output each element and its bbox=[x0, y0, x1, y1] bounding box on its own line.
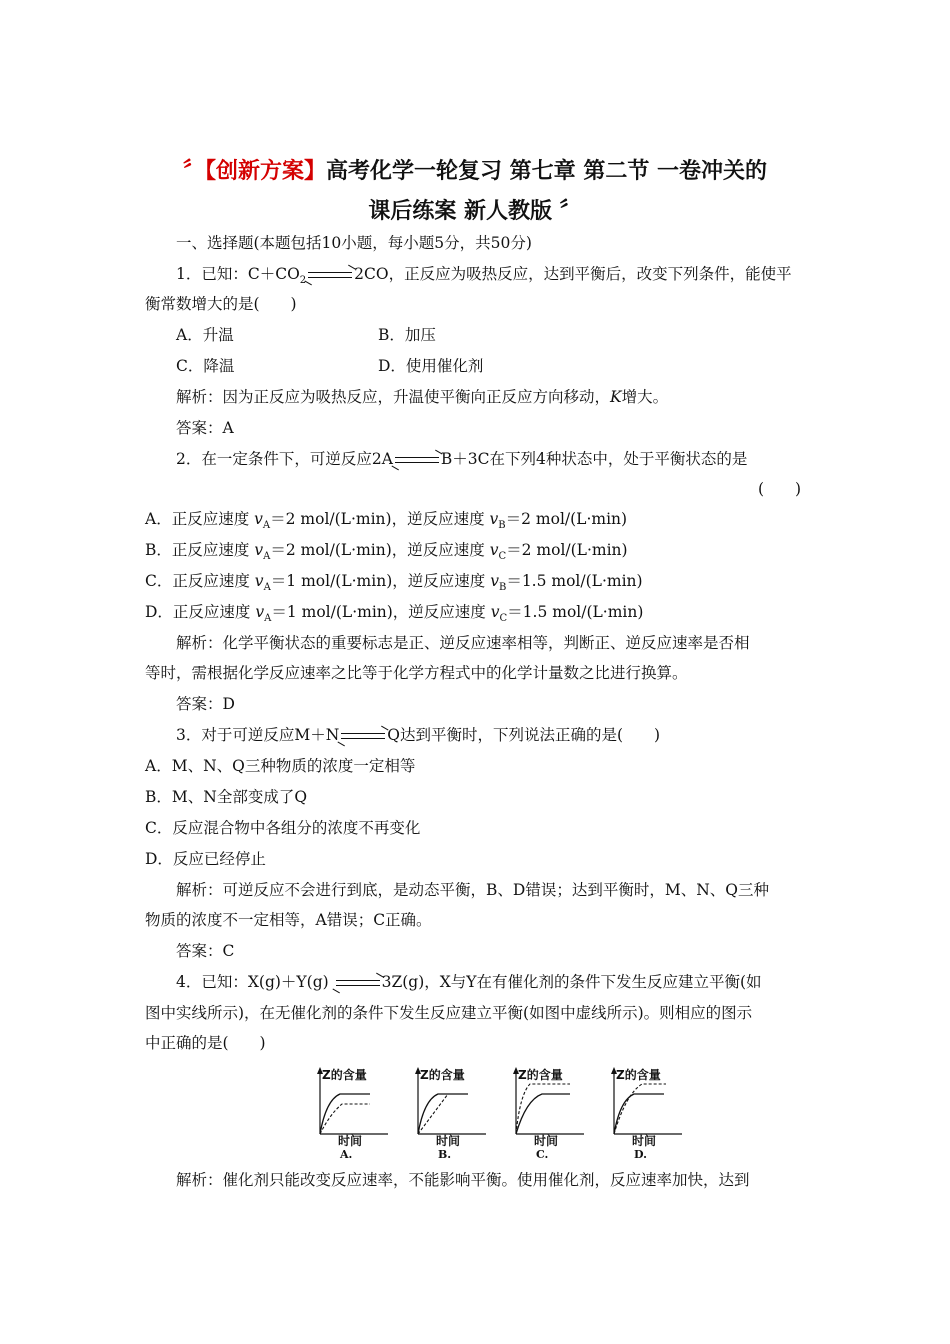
q4-stem-part-b: 3Z(g)，X与Y在有催化剂的条件下发生反应建立平衡(如 bbox=[381, 973, 762, 991]
q3-option-d: D．反应已经停止 bbox=[145, 850, 266, 868]
q4-figure-b-option: B. bbox=[438, 1148, 452, 1161]
opt-pre: A．正反应速度 bbox=[145, 510, 255, 528]
q4-figure-a-option: A. bbox=[340, 1148, 353, 1161]
section-heading: 一、选择题(本题包括10小题，每小题5分，共50分) bbox=[176, 234, 532, 252]
opt-sub: A bbox=[264, 613, 272, 625]
q1-analysis bbox=[176, 387, 668, 407]
q1-option-b: B．加压 bbox=[378, 326, 436, 344]
q3-answer: 答案：C bbox=[176, 942, 235, 960]
opt-v: v bbox=[489, 510, 499, 528]
opt-mid: ＝2 mol/(L·min)，逆反应速度 bbox=[270, 541, 490, 559]
q4-figure-a bbox=[308, 1064, 398, 1164]
q3-analysis-2: 物质的浓度不一定相等，A错误；C正确。 bbox=[145, 911, 432, 929]
opt-v: v bbox=[489, 541, 499, 559]
q3-stem bbox=[176, 725, 660, 745]
opt-mid: ＝1 mol/(L·min)，逆反应速度 bbox=[271, 603, 491, 621]
q2-option-a bbox=[145, 509, 627, 536]
q1-answer: 答案：A bbox=[176, 419, 234, 437]
q1-stem bbox=[176, 264, 792, 291]
q4-stem-cont-1: 图中实线所示)，在无催化剂的条件下发生反应建立平衡(如图中虚线所示)。则相应的图示 bbox=[145, 1004, 753, 1022]
opt-v: v bbox=[254, 572, 264, 590]
q4-stem-part-a: 4．已知：X(g)＋Y(g) bbox=[176, 973, 334, 991]
opt-v: v bbox=[490, 572, 499, 590]
reversible-arrow-icon bbox=[395, 454, 439, 466]
q4-stem-cont-2: 中正确的是( ) bbox=[145, 1034, 266, 1052]
q4-figure-c-xlabel: 时间 bbox=[534, 1134, 559, 1148]
opt-post: ＝2 mol/(L·min) bbox=[506, 541, 628, 559]
q4-figure-d-option: D. bbox=[634, 1148, 647, 1161]
q4-figure-c bbox=[504, 1064, 594, 1164]
q2-option-b bbox=[145, 540, 628, 567]
opt-sub: C bbox=[499, 613, 508, 625]
opt-post: ＝1.5 mol/(L·min) bbox=[507, 603, 644, 621]
q3-option-a: A．M、N、Q三种物质的浓度一定相等 bbox=[145, 757, 416, 775]
opt-sub: A bbox=[263, 551, 271, 563]
q1-stem-part-a: 1．已知：C＋CO bbox=[176, 265, 300, 283]
opt-v: v bbox=[254, 541, 264, 559]
q4-figure-d-xlabel: 时间 bbox=[632, 1134, 657, 1148]
opt-pre: B．正反应速度 bbox=[145, 541, 255, 559]
reversible-arrow-icon bbox=[308, 269, 352, 281]
document-title-line2 bbox=[0, 194, 950, 225]
opt-pre: C．正反应速度 bbox=[145, 572, 255, 590]
reversible-arrow-icon bbox=[336, 977, 380, 989]
q4-figure-b-ylabel: Z的含量 bbox=[420, 1068, 465, 1082]
opt-sub: B bbox=[498, 582, 507, 594]
q4-figure-a-xlabel: 时间 bbox=[338, 1134, 363, 1148]
title-text-1: 高考化学一轮复习 第七章 第二节 一卷冲关的 bbox=[326, 158, 767, 184]
title-close-mark: 〞 bbox=[559, 198, 582, 224]
q1-option-d: D．使用催化剂 bbox=[378, 357, 484, 375]
q3-analysis-1: 解析：可逆反应不会进行到底，是动态平衡，B、D错误；达到平衡时，M、N、Q三种 bbox=[176, 881, 769, 899]
q1-option-c: C．降温 bbox=[176, 357, 235, 375]
q4-figure-d bbox=[602, 1064, 692, 1164]
q2-stem-part-b: B＋3C在下列4种状态中，处于平衡状态的是 bbox=[440, 450, 748, 468]
opt-pre: D．正反应速度 bbox=[145, 603, 256, 621]
q2-stem-part-a: 2．在一定条件下，可逆反应2A bbox=[176, 450, 393, 468]
q4-figure-b bbox=[406, 1064, 496, 1164]
q2-option-c bbox=[145, 571, 643, 598]
title-open-mark: 〞 bbox=[182, 158, 205, 184]
opt-v: v bbox=[254, 510, 263, 528]
q4-figure-a-ylabel: Z的含量 bbox=[322, 1068, 367, 1082]
q1-stem-cont: 衡常数增大的是( ) bbox=[145, 295, 297, 313]
opt-post: ＝2 mol/(L·min) bbox=[505, 510, 628, 528]
q4-analysis-1: 解析：催化剂只能改变反应速率，不能影响平衡。使用催化剂，反应速率加快，达到 bbox=[176, 1171, 750, 1189]
q3-option-c: C．反应混合物中各组分的浓度不再变化 bbox=[145, 819, 421, 837]
opt-mid: ＝2 mol/(L·min)，逆反应速度 bbox=[270, 510, 490, 528]
opt-sub: C bbox=[498, 551, 507, 563]
opt-post: ＝1.5 mol/(L·min) bbox=[506, 572, 643, 590]
opt-v: v bbox=[490, 603, 500, 621]
q3-option-b: B．M、N全部变成了Q bbox=[145, 788, 308, 806]
q1-analysis-a: 解析：因为正反应为吸热反应，升温使平衡向正反应方向移动， bbox=[176, 388, 611, 406]
opt-sub: A bbox=[262, 520, 271, 532]
q2-answer: 答案：D bbox=[176, 695, 235, 713]
q1-analysis-k: K bbox=[610, 388, 622, 406]
q2-analysis-1: 解析：化学平衡状态的重要标志是正、逆反应速率相等，判断正、逆反应速率是否相 bbox=[176, 634, 750, 652]
q4-figure-d-ylabel: Z的含量 bbox=[616, 1068, 661, 1082]
q1-option-row-1 bbox=[176, 325, 234, 345]
title-text-2: 课后练案 新人教版 bbox=[368, 198, 552, 224]
q4-figure-c-option: C. bbox=[536, 1148, 549, 1161]
q1-option-a: A．升温 bbox=[176, 326, 234, 344]
opt-sub: A bbox=[263, 582, 271, 594]
opt-v: v bbox=[255, 603, 265, 621]
q2-analysis-2: 等时，需根据化学反应速率之比等于化学方程式中的化学计量数之比进行换算。 bbox=[145, 664, 688, 682]
q2-paren: ( ) bbox=[758, 480, 802, 498]
q4-figure-b-xlabel: 时间 bbox=[436, 1134, 461, 1148]
title-brand: 【创新方案】 bbox=[205, 158, 327, 184]
q2-option-d bbox=[145, 602, 643, 629]
q2-stem bbox=[176, 449, 747, 469]
q3-stem-part-b: Q达到平衡时，下列说法正确的是( ) bbox=[387, 726, 661, 744]
opt-mid: ＝1 mol/(L·min)，逆反应速度 bbox=[270, 572, 491, 590]
reversible-arrow-icon bbox=[341, 730, 385, 742]
q4-figure-c-ylabel: Z的含量 bbox=[518, 1068, 563, 1082]
q1-stem-part-b: 2CO，正反应为吸热反应，达到平衡后，改变下列条件，能使平 bbox=[354, 265, 792, 283]
q4-figures bbox=[308, 1064, 688, 1164]
q4-stem bbox=[176, 972, 762, 992]
document-title-line1 bbox=[0, 154, 950, 185]
q1-subscript: 2 bbox=[299, 275, 307, 287]
opt-sub: B bbox=[498, 520, 506, 532]
q3-stem-part-a: 3．对于可逆反应M＋N bbox=[176, 726, 340, 744]
q1-analysis-b: 增大。 bbox=[621, 388, 669, 406]
